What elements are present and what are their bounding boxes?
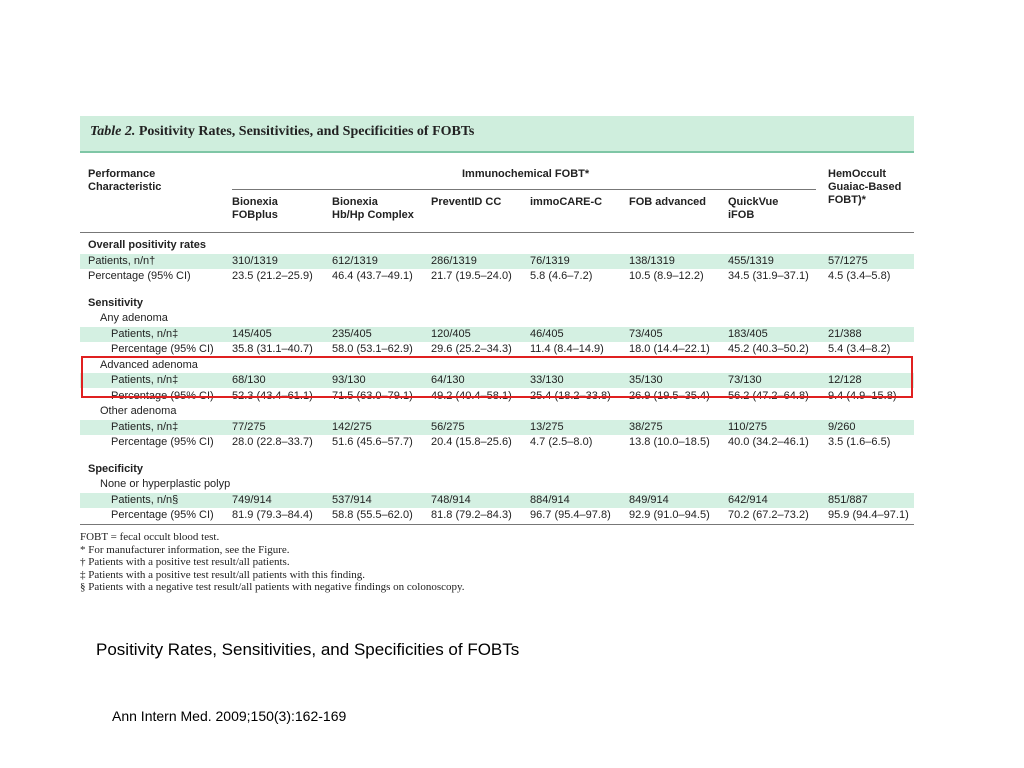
table-cell: 884/914	[530, 493, 570, 506]
table-cell: 183/405	[728, 327, 768, 340]
table-cell: 21/388	[828, 327, 862, 340]
table-cell: 45.2 (40.3–50.2)	[728, 343, 809, 355]
table-cell: 849/914	[629, 493, 669, 506]
table-cell: 51.6 (45.6–57.7)	[332, 436, 413, 448]
column-header: Bionexia Hb/Hp Complex	[332, 196, 414, 221]
table-cell: 92.9 (91.0–94.5)	[629, 509, 710, 521]
table-cell: 35.8 (31.1–40.7)	[232, 343, 313, 355]
row-label: Other adenoma	[100, 405, 177, 417]
section-label: Specificity	[88, 462, 144, 475]
row-label: Patients, n/n‡	[111, 374, 179, 386]
row-label: Advanced adenoma	[100, 358, 198, 371]
table-row	[80, 420, 914, 435]
table-cell: 34.5 (31.9–37.1)	[728, 270, 809, 282]
table-cell: 93/130	[332, 374, 366, 386]
table-cell: 95.9 (94.4–97.1)	[828, 509, 909, 521]
table-cell: 58.8 (55.5–62.0)	[332, 509, 413, 521]
group-header-rule	[232, 189, 816, 190]
table-cell: 96.7 (95.4–97.8)	[530, 509, 611, 521]
table-cell: 33/130	[530, 374, 564, 386]
footnote: ‡ Patients with a positive test result/all patients with this finding.	[80, 568, 366, 581]
table-row	[80, 269, 914, 284]
highlight-box-advanced-adenoma	[81, 356, 913, 398]
table-cell: 25.4 (18.2–33.8)	[530, 389, 611, 402]
table-cell: 46.4 (43.7–49.1)	[332, 270, 413, 282]
table-cell: 26.9 (19.5–35.4)	[629, 389, 710, 402]
row-label: None or hyperplastic polyp	[100, 478, 231, 490]
table-cell: 76/1319	[530, 254, 570, 267]
table-cell: 38/275	[629, 420, 663, 433]
table-cell: 29.6 (25.2–34.3)	[431, 343, 512, 355]
table-cell: 46/405	[530, 327, 564, 340]
table-cell: 5.4 (3.4–8.2)	[828, 343, 891, 355]
footnote: † Patients with a positive test result/all patients.	[80, 556, 290, 568]
table-cell: 81.8 (79.2–84.3)	[431, 509, 512, 521]
table-cell: 642/914	[728, 493, 768, 506]
table-cell: 13.8 (10.0–18.5)	[629, 436, 710, 448]
table-cell: 40.0 (34.2–46.1)	[728, 436, 809, 448]
column-header: QuickVue iFOB	[728, 196, 779, 221]
table-cell: 110/275	[728, 420, 767, 433]
table-cell: 35/130	[629, 374, 663, 386]
table-cell: 142/275	[332, 420, 372, 433]
table-title-text: Positivity Rates, Sensitivities, and Specificities of FOBTs	[138, 124, 475, 139]
table-cell: 851/887	[828, 493, 868, 506]
table-cell: 10.5 (8.9–12.2)	[629, 270, 704, 282]
table-cell: 71.5 (63.0–79.1)	[332, 389, 413, 402]
column-header: FOB advanced	[629, 196, 707, 208]
table-cell: 57/1275	[828, 254, 868, 267]
table-cell: 9.4 (4.9–15.8)	[828, 389, 897, 402]
section-row	[80, 296, 914, 311]
table-cell: 68/130	[232, 374, 266, 386]
header-immunochemical-group: Immunochemical FOBT*	[462, 168, 590, 180]
section-label: Sensitivity	[88, 296, 144, 309]
header-performance-characteristic: Performance Characteristic	[88, 168, 162, 193]
row-label: Any adenoma	[100, 312, 168, 324]
figure-caption: Positivity Rates, Sensitivities, and Specificities of FOBTs	[96, 640, 520, 659]
table-cell: 23.5 (21.2–25.9)	[232, 270, 313, 282]
table-cell: 64/130	[431, 374, 465, 386]
table-cell: 13/275	[530, 420, 564, 433]
table-cell: 49.2 (40.4–58.1)	[431, 389, 512, 402]
table-cell: 5.8 (4.6–7.2)	[530, 270, 593, 282]
table-cell: 138/1319	[629, 254, 675, 267]
table-title-band	[80, 116, 914, 153]
row-label: Percentage (95% CI)	[111, 389, 214, 402]
table-label: Table 2.	[90, 124, 136, 139]
column-header: immoCARE-C	[530, 196, 603, 208]
column-header: Bionexia FOBplus	[232, 196, 278, 221]
table-cell: 748/914	[431, 493, 471, 506]
table-row	[80, 342, 914, 357]
table-cell: 120/405	[431, 327, 471, 340]
table-cell: 21.7 (19.5–24.0)	[431, 270, 512, 282]
table-cell: 70.2 (67.2–73.2)	[728, 509, 809, 521]
row-label: Percentage (95% CI)	[88, 270, 191, 282]
row-label: Patients, n/n‡	[111, 327, 179, 340]
row-label: Patients, n/n†	[88, 254, 156, 267]
table-cell: 4.5 (3.4–5.8)	[828, 270, 891, 282]
column-header: PreventID CC	[431, 196, 502, 208]
footnote: § Patients with a negative test result/all patients with negative findings on colonoscopy.	[80, 581, 465, 593]
footnote: * For manufacturer information, see the Figure.	[80, 543, 290, 556]
table-row	[80, 404, 914, 419]
row-label: Percentage (95% CI)	[111, 509, 214, 521]
table-title	[90, 124, 474, 140]
table-cell: 58.0 (53.1–62.9)	[332, 343, 413, 355]
table-cell: 537/914	[332, 493, 372, 506]
citation: Ann Intern Med. 2009;150(3):162-169	[112, 708, 347, 724]
section-row	[80, 238, 914, 253]
table-cell: 612/1319	[332, 254, 378, 267]
row-label: Patients, n/n‡	[111, 420, 179, 433]
table-cell: 145/405	[232, 327, 272, 340]
table-row	[80, 477, 914, 492]
table-cell: 11.4 (8.4–14.9)	[530, 343, 604, 355]
footnote: FOBT = fecal occult blood test.	[80, 531, 220, 543]
section-row	[80, 462, 914, 477]
table-figure	[80, 116, 914, 602]
table-cell: 455/1319	[728, 254, 774, 267]
table-row	[80, 435, 914, 450]
header-hemoccult: HemOccult Guaiac-Based FOBT)*	[828, 168, 902, 206]
table-cell: 18.0 (14.4–22.1)	[629, 343, 710, 355]
table-cell: 749/914	[232, 493, 272, 506]
table-cell: 73/130	[728, 374, 762, 386]
table-cell: 4.7 (2.5–8.0)	[530, 436, 593, 448]
header-bottom-rule	[80, 232, 914, 233]
table-cell: 28.0 (22.8–33.7)	[232, 436, 313, 448]
table-row	[80, 508, 914, 523]
row-label: Percentage (95% CI)	[111, 343, 214, 355]
table-cell: 73/405	[629, 327, 663, 340]
table-row	[80, 327, 914, 342]
table-cell: 52.3 (43.4–61.1)	[232, 389, 313, 402]
table-cell: 12/128	[828, 374, 862, 386]
table-row	[80, 254, 914, 269]
table-footnotes	[80, 524, 914, 594]
table-cell: 56/275	[431, 420, 465, 433]
table-cell: 286/1319	[431, 254, 477, 267]
table-cell: 56.2 (47.2–64.8)	[728, 389, 809, 402]
table-row	[80, 493, 914, 508]
table-cell: 9/260	[828, 420, 856, 433]
row-label: Patients, n/n§	[111, 493, 179, 506]
table-cell: 77/275	[232, 420, 266, 433]
table-cell: 81.9 (79.3–84.4)	[232, 509, 313, 521]
table-cell: 235/405	[332, 327, 372, 340]
table-cell: 310/1319	[232, 254, 278, 267]
section-label: Overall positivity rates	[88, 239, 206, 251]
table-row	[80, 311, 914, 326]
table-cell: 20.4 (15.8–25.6)	[431, 436, 512, 448]
row-label: Percentage (95% CI)	[111, 436, 214, 448]
table-cell: 3.5 (1.6–6.5)	[828, 436, 891, 448]
